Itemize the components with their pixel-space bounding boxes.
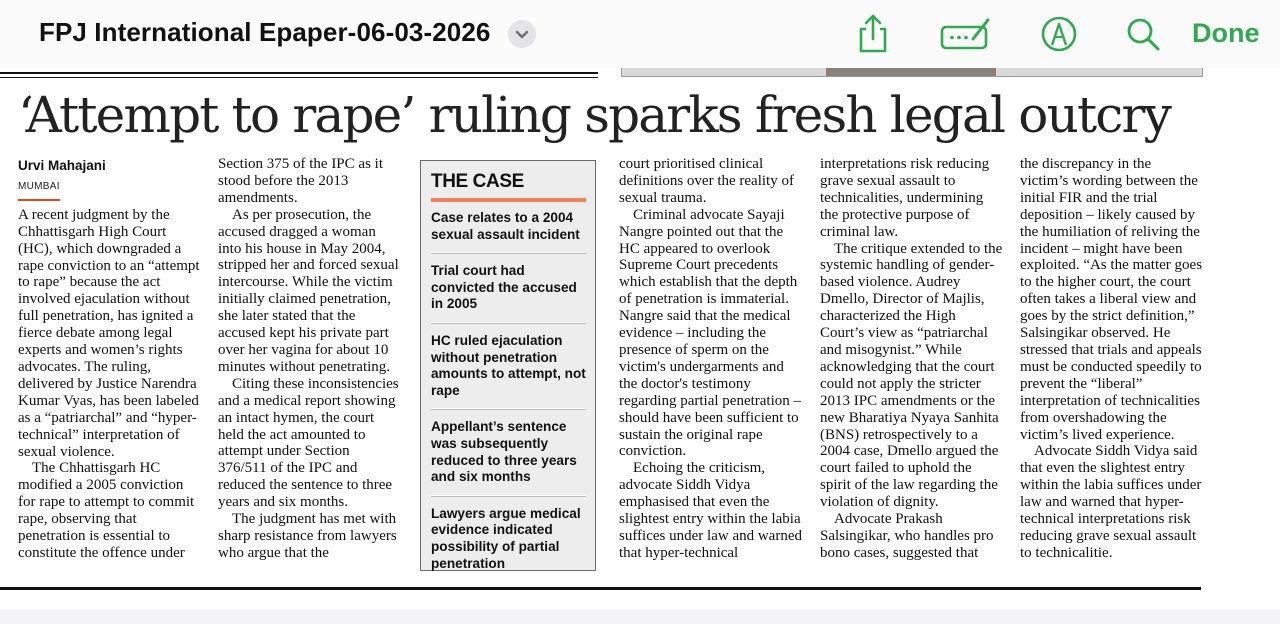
document-title[interactable]: FPJ International Epaper-06-03-2026 [39,17,491,47]
markup-icon [940,12,994,54]
done-button[interactable]: Done [1192,18,1260,48]
byline: Urvi Mahajani [18,158,106,173]
paragraph: The critique extended to the systemic handling of gender-based violence. Audrey Dmello, Director of Majlis, characterized the High Court’s view as “patriarchal and misogynist.” While acknowledging that the court could not apply the stricter 2013 IPC amendments or the new Bharatiya Nyaya Sanhita (BNS) retrospectively to a 2004 case, Dmello argued the court failed to uphold the spirit of the law regarding the violation of dignity. [820,240,1003,511]
article-column-3 [619,156,802,562]
paragraph: Criminal advocate Sayaji Nangre pointed out that the HC appeared to overlook Supreme Court precedents which establish that the depth of penetration is immaterial. Nangre said that the medical evidence – including the presence of sperm on the victim's undergarments and the doctor's testimony regarding partial penetration – should have been sufficient to sustain the original rape conviction. [619,206,802,460]
article-column-1 [18,156,201,562]
search-icon [1124,12,1164,54]
paragraph: The Chhattisgarh HC modified a 2005 conviction for rape to attempt to commit rape, observing that penetration is essential to constitute the offence under [18,460,195,561]
paragraph: interpretations risk reducing grave sexual assault to technicalities, undermining the protective purpose of criminal law. [820,156,990,240]
bottom-rule [0,587,1201,590]
article-headline: ‘Attempt to rape’ ruling sparks fresh legal outcry [18,86,1171,144]
case-heading: THE CASE [431,171,586,202]
annotate-pen-icon [1040,12,1080,54]
case-item: Lawyers argue medical evidence indicated possibility of partial penetration [431,505,581,571]
case-item: HC ruled ejaculation without penetration amounts to attempt, not rape [431,333,586,409]
paragraph: A recent judgment by the Chhattisgarh High Court (HC), which downgraded a rape conviction to an “attempt to rape” because the act involved ejaculation without full penetration, has ignited a fierce debate among legal experts and women’s rights advocates. The ruling, delivered by Justice Narendra Kumar Vyas, has been labeled as a “patriarchal” and “hyper-technical” interpretation of sexual violence. [18,206,200,460]
chevron-down-icon [508,20,536,48]
photo-strip [621,68,1203,77]
markup-button[interactable] [940,12,994,59]
case-item: Case relates to a 2004 sexual assault incident [431,210,586,253]
top-rule-thin [0,77,598,78]
toolbar [0,0,1280,69]
article-column-2 [218,156,401,562]
paragraph: Advocate Siddh Vidya said that even the slightest entry within the labia suffices under law and warned that hyper-technical interpretations risk reducing grave sexual assault to technicalitie. [1020,443,1202,561]
annotate-button[interactable] [1040,12,1080,59]
share-icon [855,12,891,54]
paragraph: the discrepancy in the victim’s wording between the initial FIR and the trial deposition – likely caused by the humiliation of reliving the incident – might have been exploited. “As the matter goes to the higher court, the court often takes a liberal view and goes by the strict definition,” Salsingikar observed. He stressed that trials and appeals must be conducted speedily to prevent the “liberal” interpretation of technicalities from overshadowing the victim’s lived experience. [1020,156,1203,443]
search-button[interactable] [1124,12,1164,59]
article-column-4 [820,156,1003,562]
paragraph: As per prosecution, the accused dragged a woman into his house in May 2004, stripped her and forced sexual intercourse. While the victim initially claimed penetration, she later stated that the accused kept his private part over her vagina for about 10 minutes without penetrating. [218,206,399,375]
top-rule [0,72,598,74]
case-item: Appellant’s sentence was subsequently reduced to three years and six months [431,419,586,495]
share-button[interactable] [855,12,891,59]
paragraph: Citing these inconsistencies and a medical report showing an intact hymen, the court held the act amounted to attempt under Section 376/511 of the IPC and reduced the sentence to three years and six months. [218,375,399,511]
paragraph: The judgment has met with sharp resistance from lawyers who argue that the [218,511,397,561]
paragraph: Echoing the criticism, advocate Siddh Vidya emphasised that even the slightest entry within the labia suffices under law and warned that hyper-technical [619,460,802,561]
dateline: MUMBAI [18,179,60,201]
title-menu-button[interactable] [508,20,536,48]
case-item: Trial court had convicted the accused in 2005 [431,263,586,323]
paragraph: Advocate Prakash Salsingikar, who handles pro bono cases, suggested that [820,511,994,561]
the-case-box [420,160,596,571]
paragraph: Section 375 of the IPC as it stood before the 2013 amendments. [218,156,383,206]
paragraph: court prioritised clinical definitions over the reality of sexual trauma. [619,156,794,206]
article-column-5 [1020,156,1203,562]
